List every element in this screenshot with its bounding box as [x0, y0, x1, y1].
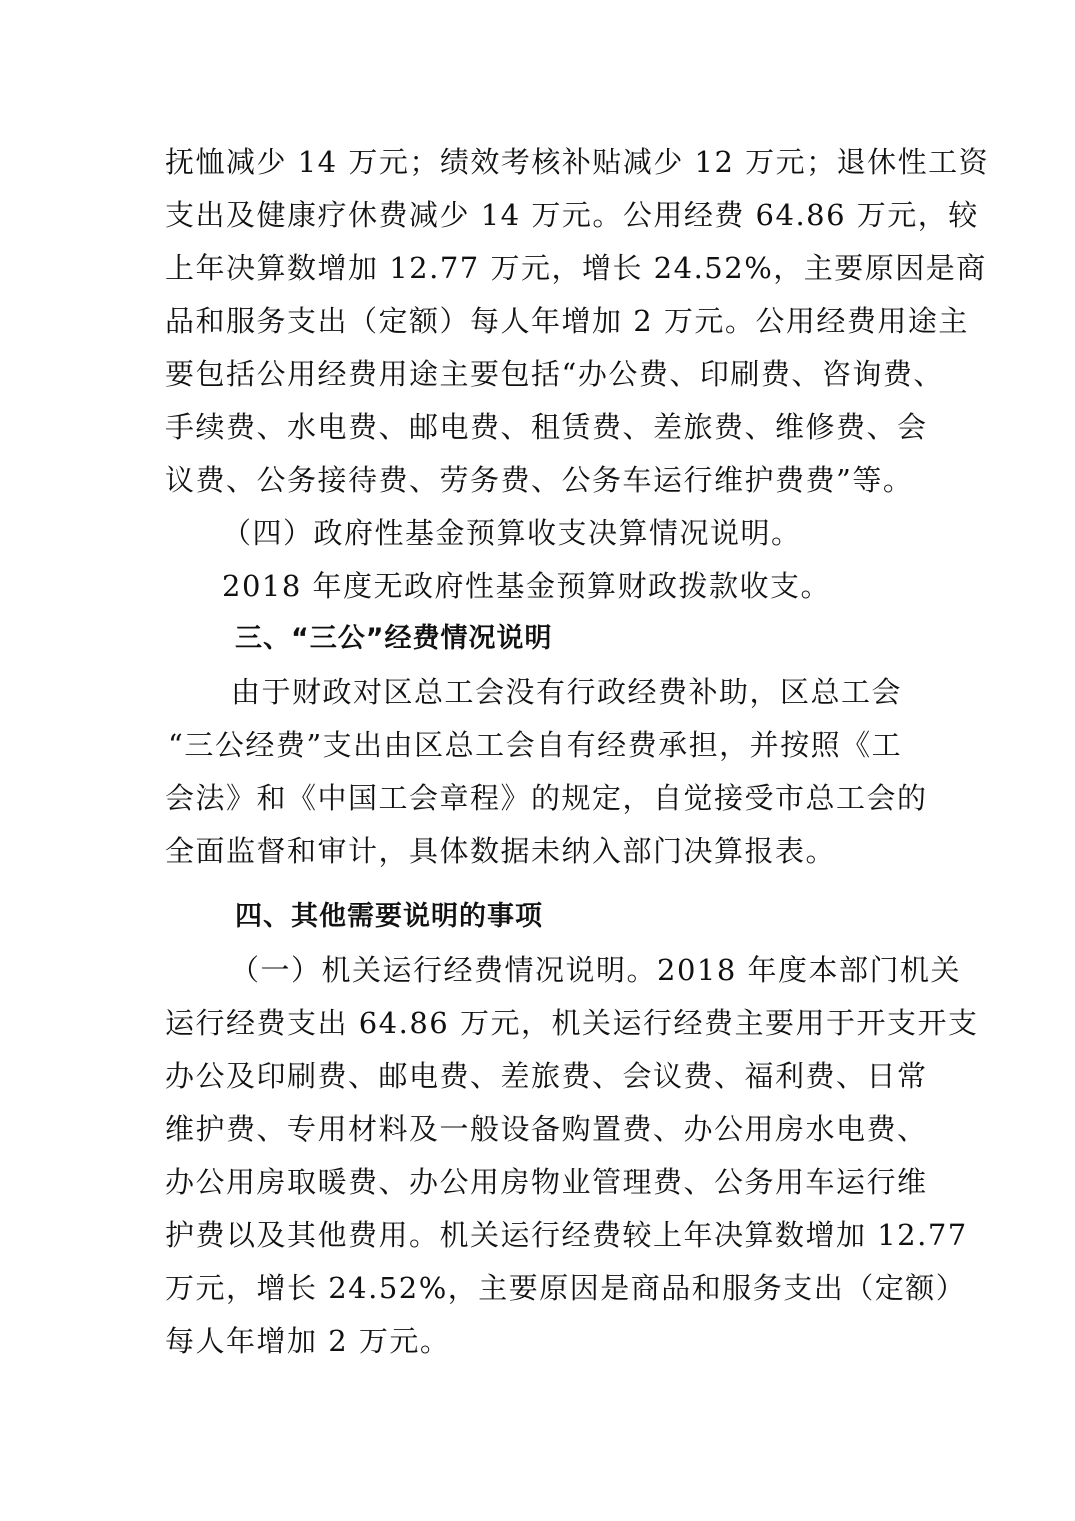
text-line: 要包括公用经费用途主要包括“办公费、印刷费、咨询费、	[165, 357, 944, 391]
subheading-gov-fund: （四）政府性基金预算收支决算情况说明。	[222, 516, 802, 550]
text-line: 抚恤减少 14 万元；绩效考核补贴减少 12 万元；退休性工资	[165, 145, 990, 179]
text-line: 品和服务支出（定额）每人年增加 2 万元。公用经费用途主	[165, 304, 969, 338]
text-line: 运行经费支出 64.86 万元，机关运行经费主要用于开支开支	[165, 1006, 979, 1040]
text-line: 会法》和《中国工会章程》的规定，自觉接受市总工会的	[165, 781, 928, 815]
paragraph-gov-fund: 2018 年度无政府性基金预算财政拨款收支。	[222, 569, 832, 603]
heading-three-public: 三、“三公”经费情况说明	[235, 623, 553, 654]
heading-other-matters: 四、其他需要说明的事项	[235, 901, 543, 932]
text-line: 护费以及其他费用。机关运行经费较上年决算数增加 12.77	[165, 1218, 968, 1252]
text-line: 手续费、水电费、邮电费、租赁费、差旅费、维修费、会	[165, 410, 928, 444]
text-line: 由于财政对区总工会没有行政经费补助，区总工会	[231, 675, 903, 709]
text-line: 办公及印刷费、邮电费、差旅费、会议费、福利费、日常	[165, 1059, 928, 1093]
text-line: “三公经费”支出由区总工会自有经费承担，并按照《工	[168, 728, 903, 762]
text-line: （一）机关运行经费情况说明。2018 年度本部门机关	[230, 953, 962, 987]
text-line: 议费、公务接待费、劳务费、公务车运行维护费费”等。	[165, 463, 914, 497]
text-line: 万元，增长 24.52%，主要原因是商品和服务支出（定额）	[165, 1271, 967, 1305]
text-line: 办公用房取暖费、办公用房物业管理费、公务用车运行维	[165, 1165, 928, 1199]
text-line: 每人年增加 2 万元。	[165, 1324, 451, 1358]
text-line: 支出及健康疗休费减少 14 万元。公用经费 64.86 万元，较	[165, 198, 979, 232]
text-line: 全面监督和审计，具体数据未纳入部门决算报表。	[165, 834, 837, 868]
text-line: 上年决算数增加 12.77 万元，增长 24.52%，主要原因是商	[165, 251, 987, 285]
text-line: 维护费、专用材料及一般设备购置费、办公用房水电费、	[165, 1112, 928, 1146]
